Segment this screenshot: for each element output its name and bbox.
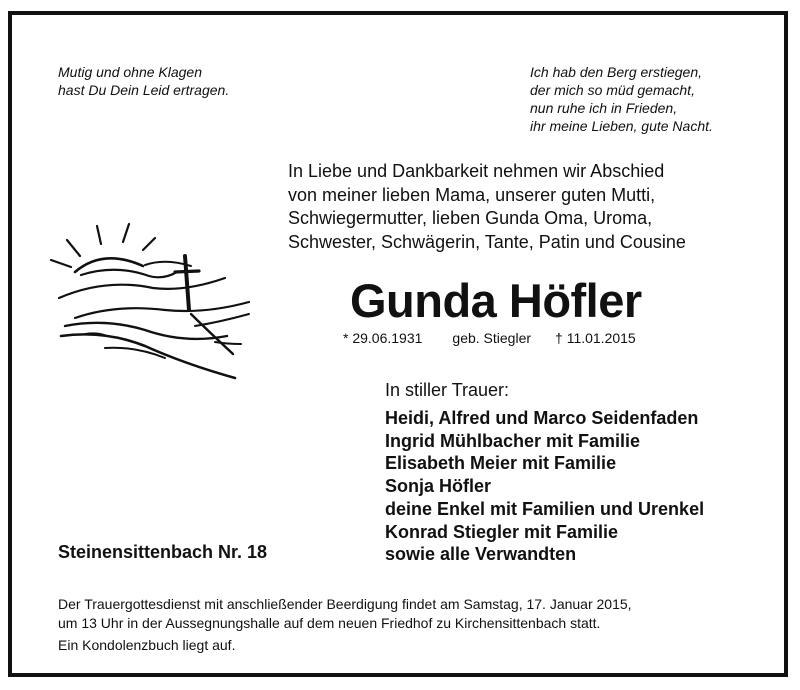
intro-line: In Liebe und Dankbarkeit nehmen wir Abschied bbox=[288, 161, 665, 181]
sun-ray bbox=[123, 224, 129, 242]
funeral-line: Der Trauergottesdienst mit anschließender Beerdigung findet am Samstag, 17. Januar 2015, bbox=[58, 596, 632, 612]
poem-right-line: nun ruhe ich in Frieden, bbox=[530, 100, 678, 116]
poem-right-line: ihr meine Lieben, gute Nacht. bbox=[530, 118, 713, 134]
mourner-entry: deine Enkel mit Familien und Urenkel bbox=[385, 498, 705, 519]
mourners-list bbox=[385, 407, 704, 566]
poem-right-line: Ich hab den Berg erstiegen, bbox=[530, 64, 703, 80]
funeral-notice bbox=[58, 595, 745, 633]
hill-line bbox=[75, 302, 249, 318]
mourner-entry: Heidi, Alfred und Marco Seidenfaden bbox=[385, 408, 699, 428]
sun-ray bbox=[51, 260, 71, 267]
poem-right-line: der mich so müd gemacht, bbox=[530, 82, 695, 98]
funeral-line: um 13 Uhr in der Aussegnungshalle auf dem neuen Friedhof zu Kirchensittenbach statt. bbox=[58, 615, 601, 631]
deceased-name: Gunda Höfler bbox=[350, 274, 642, 327]
path-line bbox=[215, 342, 241, 344]
hill-line bbox=[81, 270, 177, 278]
sun-ray bbox=[97, 226, 101, 244]
mourner-entry: Sonja Höfler bbox=[385, 476, 492, 497]
cross-horizontal bbox=[175, 271, 199, 272]
intro-line: Schwiegermutter, lieben Gunda Oma, Uroma, bbox=[288, 208, 653, 228]
cross-vertical bbox=[185, 256, 189, 310]
hill-line bbox=[61, 334, 235, 378]
address: Steinensittenbach Nr. 18 bbox=[58, 542, 268, 562]
mourner-entry: Konrad Stiegler mit Familie bbox=[385, 521, 619, 542]
poem-right bbox=[530, 63, 713, 135]
hill-line bbox=[105, 348, 165, 358]
intro-line: Schwester, Schwägerin, Tante, Patin und Cousine bbox=[288, 231, 686, 252]
hill-line bbox=[59, 278, 225, 298]
life-dates bbox=[343, 330, 636, 346]
poem-left-line: hast Du Dein Leid ertragen. bbox=[58, 82, 230, 98]
mourners-label: In stiller Trauer: bbox=[385, 380, 510, 400]
birth-date: * 29.06.1931 bbox=[343, 330, 423, 346]
maiden-name: geb. Stiegler bbox=[452, 330, 532, 346]
mourner-entry: Elisabeth Meier mit Familie bbox=[385, 453, 617, 474]
condolence-note: Ein Kondolenzbuch liegt auf. bbox=[58, 637, 236, 653]
death-date: † 11.01.2015 bbox=[555, 330, 636, 346]
intro-text bbox=[288, 160, 743, 254]
sun-ray bbox=[67, 240, 80, 256]
sun-ray bbox=[143, 238, 155, 250]
poem-left bbox=[58, 63, 229, 99]
sunset-cross-illustration-icon bbox=[45, 218, 255, 383]
intro-line: von meiner lieben Mama, unserer guten Mutti, bbox=[288, 184, 656, 205]
poem-left-line: Mutig und ohne Klagen bbox=[58, 64, 202, 80]
mourner-entry: Ingrid Mühlbacher mit Familie bbox=[385, 430, 641, 451]
mourner-entry: sowie alle Verwandten bbox=[385, 544, 577, 565]
